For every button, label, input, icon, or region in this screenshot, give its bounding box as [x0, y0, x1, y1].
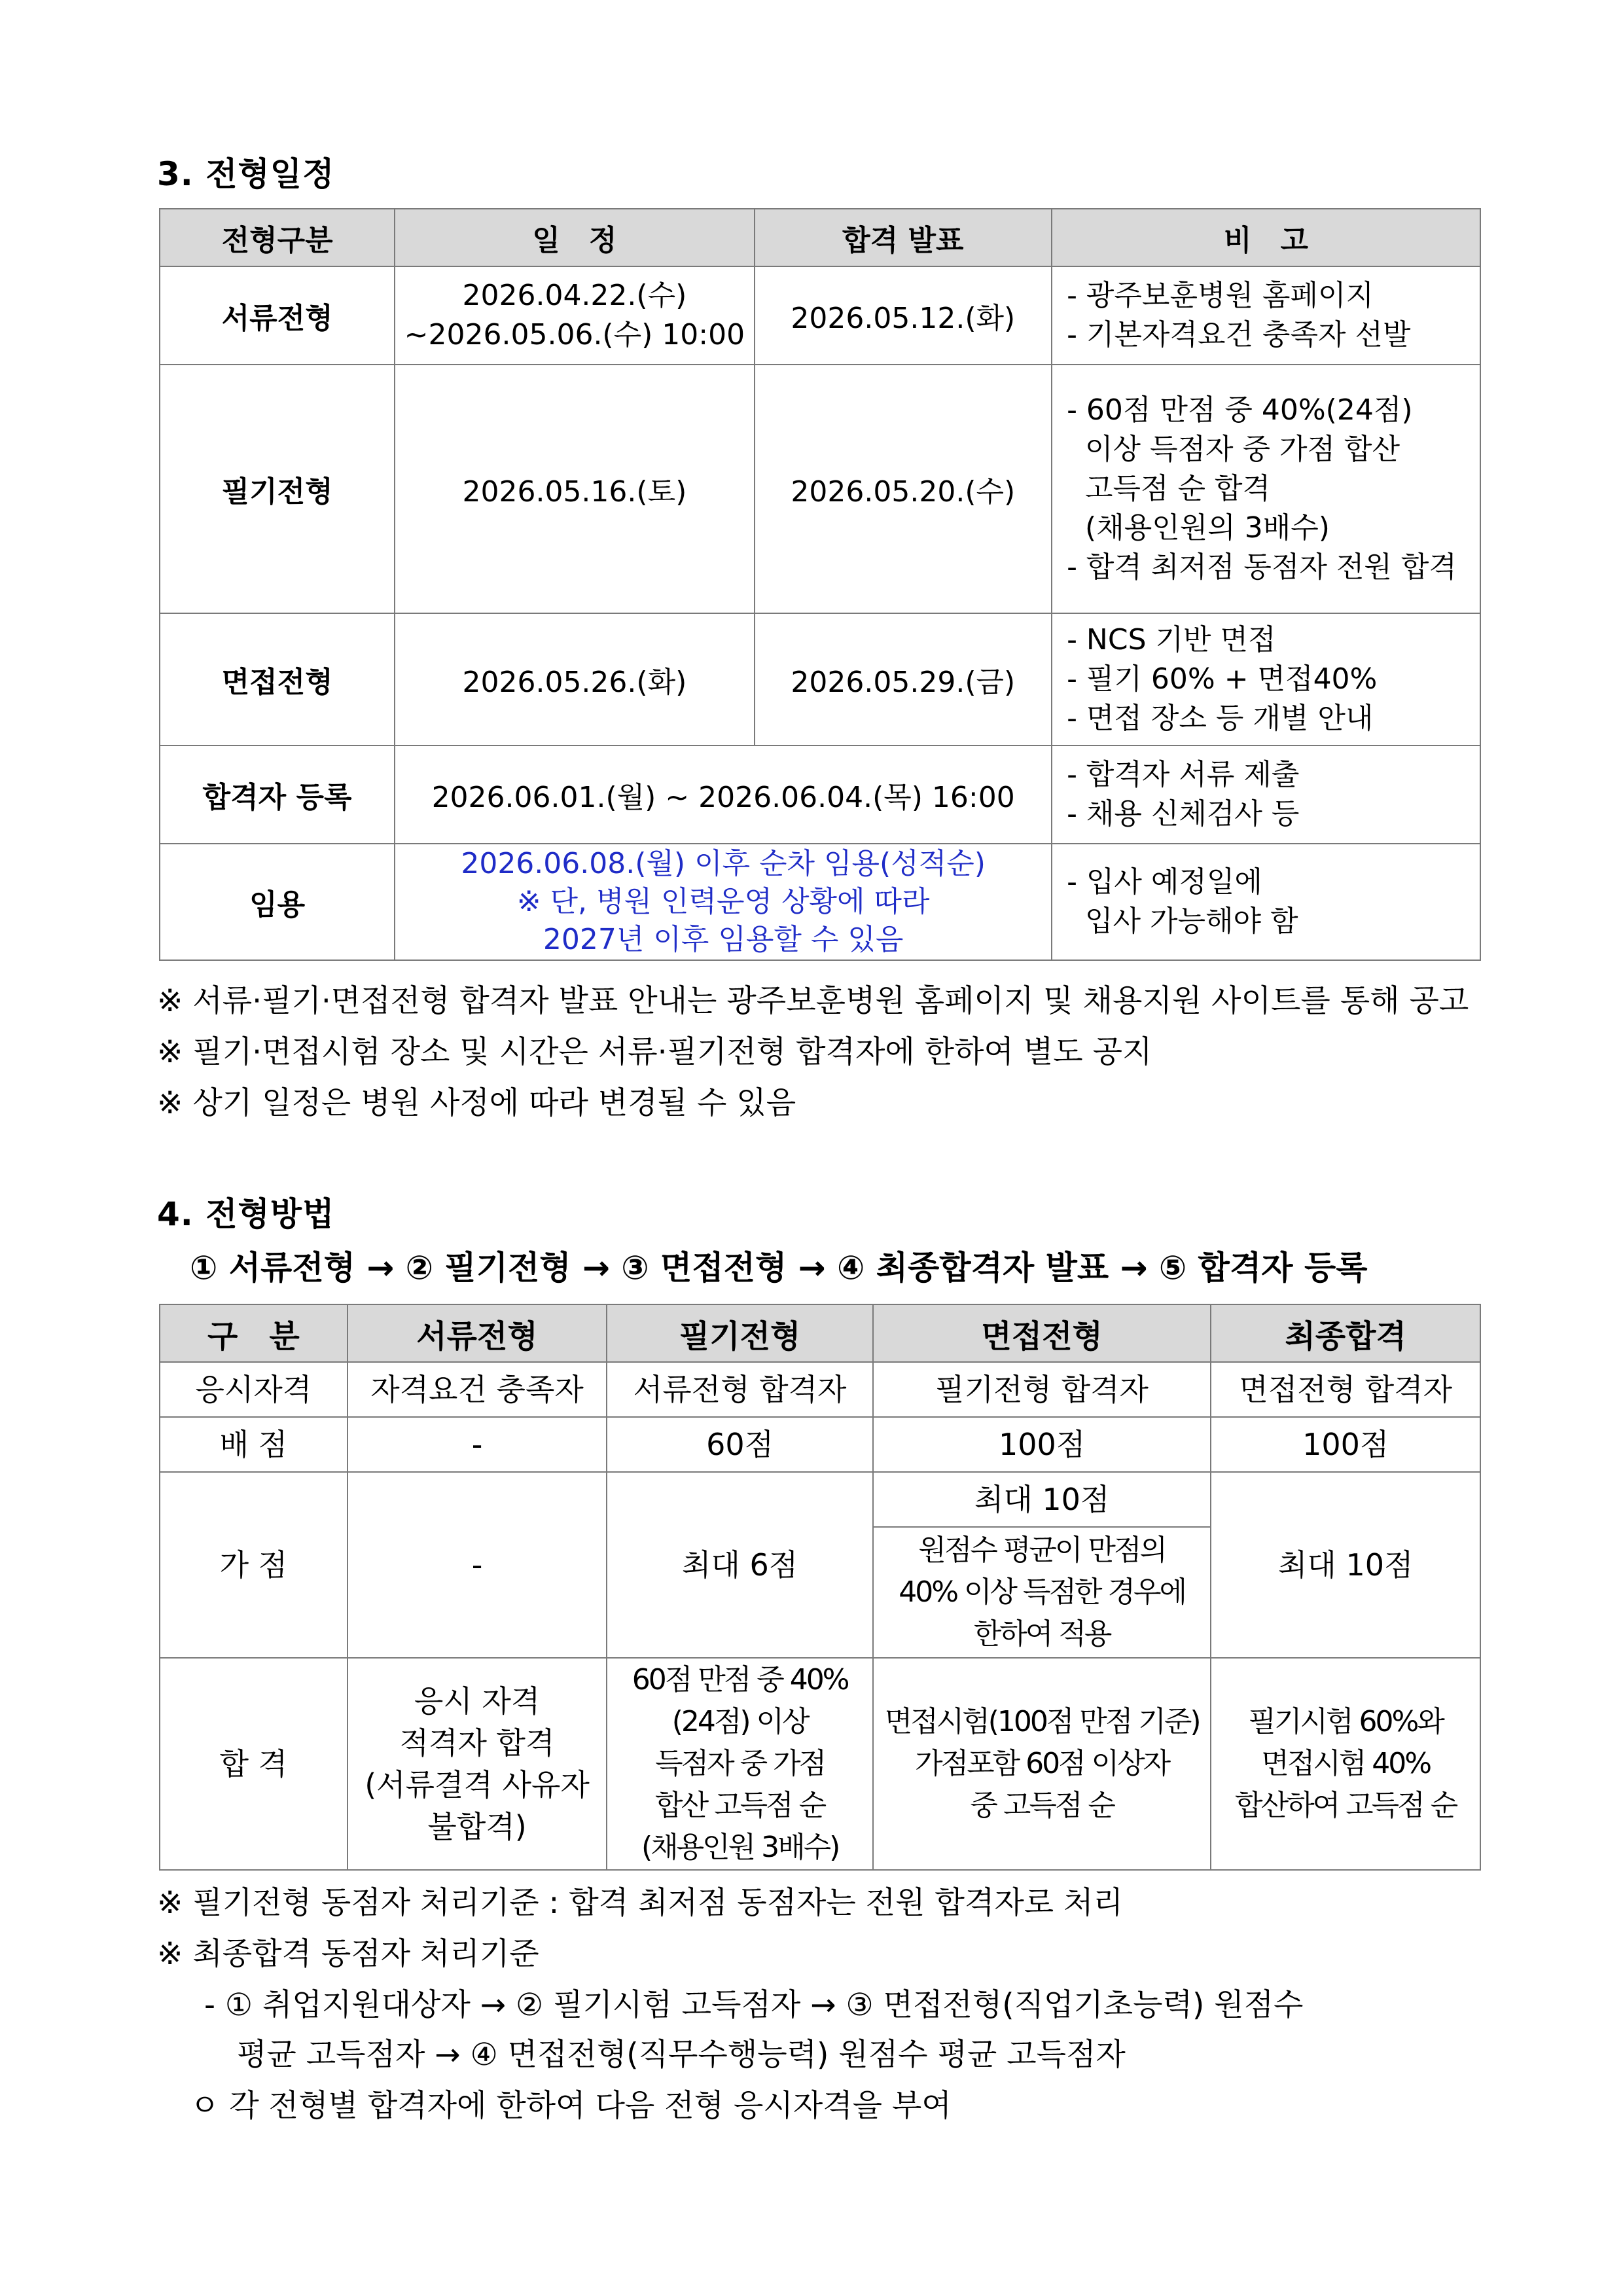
- cell-line: (채용인원 3배수): [641, 1831, 839, 1864]
- header-cell: 서류전형: [348, 1304, 607, 1362]
- note-line: 고득점 순 합격: [1067, 472, 1271, 505]
- table-cell: [1211, 1658, 1480, 1870]
- table-row: [160, 1417, 1480, 1472]
- header-cell: 면접전형: [873, 1304, 1211, 1362]
- schedule-header-row: [160, 209, 1480, 266]
- schedule-cell: 2026.05.26.(화): [395, 613, 754, 745]
- table-cell: 면접전형 합격자: [1211, 1362, 1480, 1417]
- cell-line: 합산하여 고득점 순: [1235, 1789, 1457, 1822]
- stage-label: 임용: [160, 844, 395, 960]
- date-line: 2026.04.22.(수): [462, 279, 687, 312]
- table-row: [160, 365, 1480, 613]
- table-row: [160, 844, 1480, 960]
- row-label: 합 격: [160, 1658, 348, 1870]
- header-cell: 비 고: [1052, 209, 1480, 266]
- row-label: 가 점: [160, 1472, 348, 1658]
- cell-line: 40% 이상 득점한 경우에: [899, 1575, 1186, 1609]
- cell-line: 응시 자격: [414, 1683, 541, 1719]
- footnote: ※ 필기전형 동점자 처리기준 : 합격 최저점 동점자는 전원 합격자로 처리: [157, 1885, 1123, 1921]
- note-line: - 면접 장소 등 개별 안내: [1067, 702, 1374, 735]
- table-cell: 서류전형 합격자: [607, 1362, 873, 1417]
- announce-cell: 2026.05.29.(금): [755, 613, 1052, 745]
- table-cell: 자격요건 충족자: [348, 1362, 607, 1417]
- stage-label: 필기전형: [160, 365, 395, 613]
- header-cell: 일 정: [395, 209, 754, 266]
- header-cell: 구 분: [160, 1304, 348, 1362]
- cell-line: (서류결격 사유자: [365, 1767, 590, 1803]
- cell-line: 중 고득점 순: [970, 1789, 1114, 1822]
- header-cell: 전형구분: [160, 209, 395, 266]
- header-cell: 합격 발표: [755, 209, 1052, 266]
- header-cell: 최종합격: [1211, 1304, 1480, 1362]
- header-cell: 필기전형: [607, 1304, 873, 1362]
- section4-heading: 4. 전형방법: [157, 1195, 335, 1233]
- footnote-detail: - ① 취업지원대상자 → ② 필기시험 고득점자 → ③ 면접전형(직업기초능력) 원점수: [204, 1987, 1304, 2023]
- note-line: - 채용 신체검사 등: [1067, 797, 1300, 831]
- cell-line: 원점수 평균이 만점의: [918, 1534, 1166, 1567]
- table-cell: 100점: [873, 1417, 1211, 1472]
- table-cell: 최대 10점: [1211, 1472, 1480, 1658]
- schedule-cell: 2026.06.01.(월) ~ 2026.06.04.(목) 16:00: [395, 745, 1052, 844]
- note-line: - 광주보훈병원 홈페이지: [1067, 279, 1374, 312]
- date-line: ~2026.05.06.(수) 10:00: [404, 318, 745, 351]
- note-cell: [1052, 613, 1480, 745]
- row-label: 배 점: [160, 1417, 348, 1472]
- table-cell: [873, 1527, 1211, 1658]
- cell-line: 필기시험 60%와: [1248, 1705, 1443, 1738]
- schedule-cell: 2026.05.16.(토): [395, 365, 754, 613]
- footnote: ※ 상기 일정은 병원 사정에 따라 변경될 수 있음: [157, 1085, 796, 1121]
- cell-line: 적격자 합격: [399, 1725, 555, 1761]
- method-table: [159, 1304, 1481, 1871]
- announce-cell: 2026.05.12.(화): [755, 266, 1052, 365]
- table-cell: 60점: [607, 1417, 873, 1472]
- note-line: - 기본자격요건 충족자 선발: [1067, 318, 1411, 351]
- table-row: [160, 1362, 1480, 1417]
- stage-label: 서류전형: [160, 266, 395, 365]
- note-line: - 60점 만점 중 40%(24점): [1067, 393, 1413, 427]
- table-cell: 필기전형 합격자: [873, 1362, 1211, 1417]
- note-line: - NCS 기반 면접: [1067, 623, 1276, 656]
- table-cell: -: [348, 1472, 607, 1658]
- process-flow: ① 서류전형 → ② 필기전형 → ③ 면접전형 → ④ 최종합격자 발표 → ⑤ 합격자 등록: [190, 1249, 1368, 1287]
- table-cell: 최대 6점: [607, 1472, 873, 1658]
- note-line: 입사 가능해야 함: [1067, 905, 1298, 938]
- footnote-bullet: ㅇ 각 전형별 합격자에 한하여 다음 전형 응시자격을 부여: [190, 2088, 952, 2124]
- announce-cell: 2026.05.20.(수): [755, 365, 1052, 613]
- note-line: - 합격자 서류 제출: [1067, 758, 1300, 791]
- stage-label: 합격자 등록: [160, 745, 395, 844]
- table-cell: 최대 10점: [873, 1472, 1211, 1527]
- table-cell: -: [348, 1417, 607, 1472]
- note-line: - 합격 최저점 동점자 전원 합격: [1067, 550, 1457, 584]
- table-row: [160, 1658, 1480, 1870]
- appointment-line: ※ 단, 병원 인력운영 상황에 따라: [516, 885, 930, 918]
- appointment-cell: [395, 844, 1052, 960]
- appointment-line: 2027년 이후 임용할 수 있음: [543, 923, 904, 956]
- table-row: [160, 1472, 1480, 1527]
- note-cell: [1052, 745, 1480, 844]
- footnote: ※ 서류·필기·면접전형 합격자 발표 안내는 광주보훈병원 홈페이지 및 채용지원 사이트를 통해 공고: [157, 983, 1469, 1019]
- cell-line: 득점자 중 가점: [655, 1747, 825, 1780]
- row-label: 응시자격: [160, 1362, 348, 1417]
- stage-label: 면접전형: [160, 613, 395, 745]
- note-cell: [1052, 844, 1480, 960]
- note-line: 이상 득점자 중 가점 합산: [1067, 433, 1400, 466]
- table-cell: 100점: [1211, 1417, 1480, 1472]
- schedule-table: [159, 208, 1481, 961]
- cell-line: 가점포함 60점 이상자: [915, 1747, 1169, 1780]
- note-line: - 필기 60% + 면접40%: [1067, 662, 1378, 696]
- cell-line: 한하여 적용: [973, 1617, 1111, 1651]
- cell-line: 60점 만점 중 40%: [632, 1663, 848, 1696]
- cell-line: 합산 고득점 순: [655, 1789, 825, 1822]
- footnote: ※ 최종합격 동점자 처리기준: [157, 1936, 539, 1972]
- method-header-row: [160, 1304, 1480, 1362]
- schedule-cell: [395, 266, 754, 365]
- cell-line: 면접시험 40%: [1261, 1747, 1431, 1780]
- table-cell: [607, 1658, 873, 1870]
- section3-heading: 3. 전형일정: [157, 155, 335, 193]
- table-row: [160, 745, 1480, 844]
- table-row: [160, 613, 1480, 745]
- table-cell: [348, 1658, 607, 1870]
- note-cell: [1052, 365, 1480, 613]
- note-line: (채용인원의 3배수): [1067, 511, 1330, 545]
- table-cell: [873, 1658, 1211, 1870]
- cell-line: (24점) 이상: [671, 1705, 808, 1738]
- cell-line: 면접시험(100점 만점 기준): [884, 1705, 1200, 1738]
- footnote: ※ 필기·면접시험 장소 및 시간은 서류·필기전형 합격자에 한하여 별도 공지: [157, 1034, 1152, 1070]
- appointment-line: 2026.06.08.(월) 이후 순차 임용(성적순): [461, 847, 986, 880]
- cell-line: 불합격): [427, 1809, 527, 1844]
- note-line: - 입사 예정일에: [1067, 865, 1262, 899]
- table-row: [160, 266, 1480, 365]
- footnote-detail: 평균 고득점자 → ④ 면접전형(직무수행능력) 원점수 평균 고득점자: [237, 2037, 1126, 2073]
- note-cell: [1052, 266, 1480, 365]
